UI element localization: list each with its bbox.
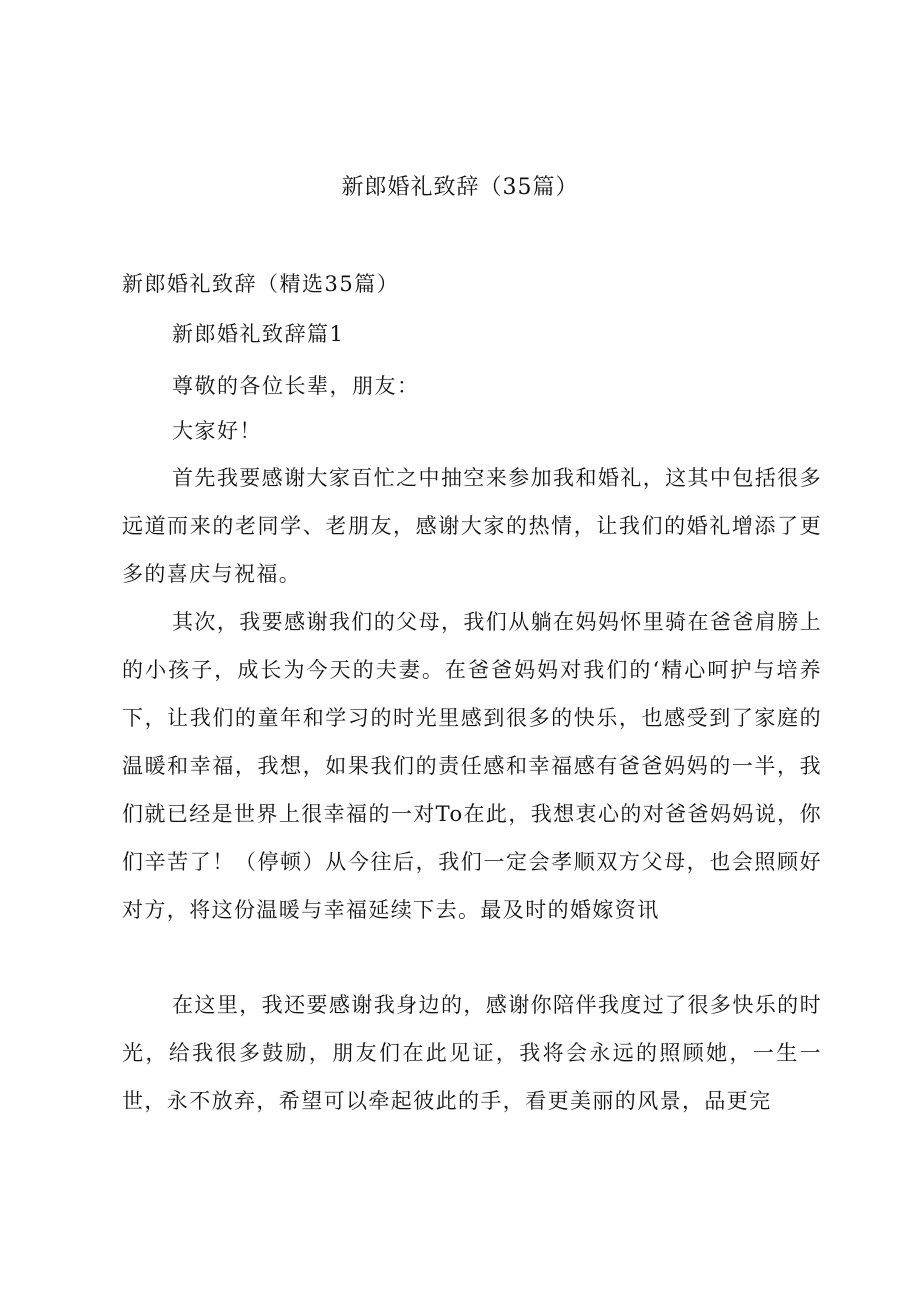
document-title: 新郎婚礼致辞（35篇） [341, 175, 579, 200]
greeting-line: 大家好！ [172, 419, 262, 443]
section-heading: 新郎婚礼致辞篇1 [172, 322, 345, 346]
body-paragraph: 首先我要感谢大家百忙之中抽空来参加我和婚礼，这其中包括很多远道而来的老同学、老朋友，感谢大家的热情，让我们的婚礼增添了更多的喜庆与祝福。 [122, 466, 822, 586]
salutation-line: 尊敬的各位长辈，朋友： [172, 374, 420, 398]
document-subtitle: 新郎婚礼致辞（精选35篇） [122, 272, 400, 296]
body-paragraph: 其次，我要感谢我们的父母，我们从躺在妈妈怀里骑在爸爸肩膀上的小孩子，成长为今天的夫妻。在爸爸妈妈对我们的‘精心呵护与培养下，让我们的童年和学习的时光里感到很多的快乐，也感受到了家庭的温暖和幸福，我想，如果我们的责任感和幸福感有爸爸妈妈的一半，我们就已经是世界上很幸福的一对To在此，我想衷心的对爸爸妈妈说，你们辛苦了！（停顿）从今往后，我们一定会孝顺双方父母，也会照顾好对方，将这份温暖与幸福延续下去。最及时的婚嫁资讯 [122, 610, 822, 922]
body-paragraph: 在这里，我还要感谢我身边的，感谢你陪伴我度过了很多快乐的时光，给我很多鼓励，朋友们在此见证，我将会永远的照顾她，一生一世，永不放弃，希望可以牵起彼此的手，看更美丽的风景，品更完 [122, 993, 822, 1113]
